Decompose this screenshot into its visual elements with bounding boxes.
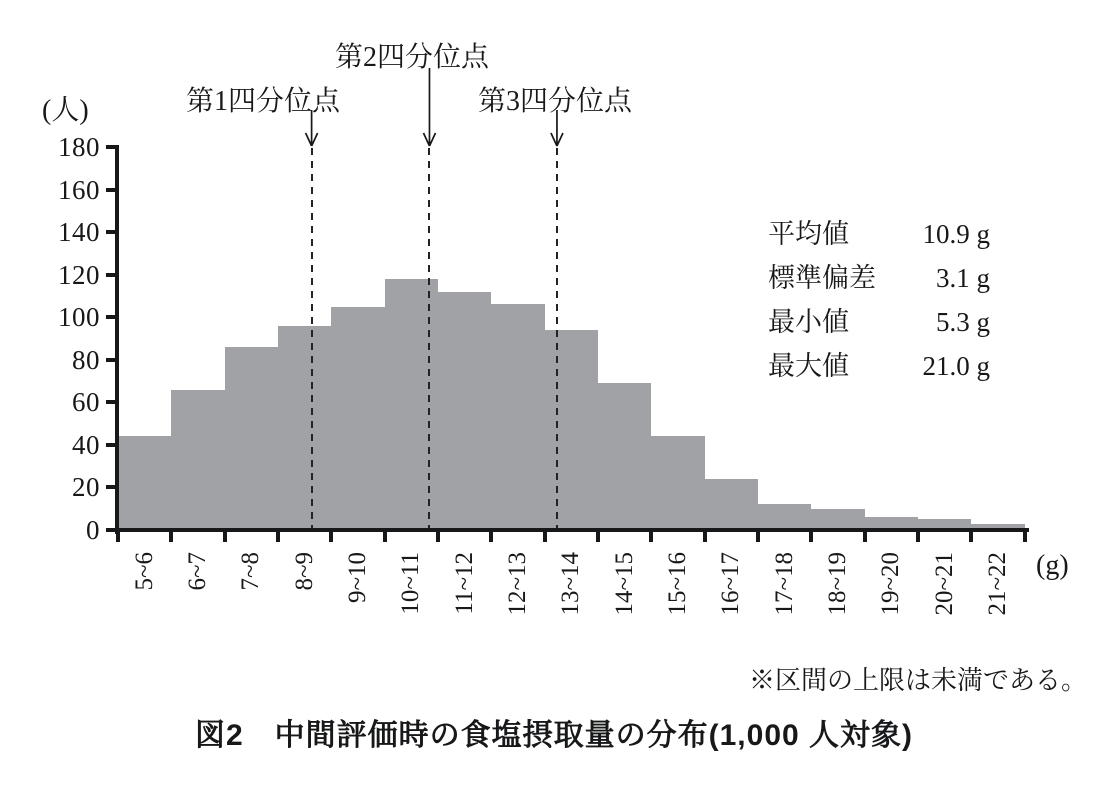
x-axis-unit-label: (g)	[1036, 550, 1069, 581]
y-axis-unit-label: (人)	[42, 95, 89, 126]
y-tick-label-60: 60	[72, 387, 100, 418]
x-category-label-14~15: 14~15	[610, 552, 638, 616]
x-category-label-21~22: 21~22	[984, 552, 1012, 616]
y-tick-label-120: 120	[58, 259, 100, 290]
stat-label-mean: 平均値	[768, 219, 849, 249]
stat-row-min	[768, 306, 990, 350]
x-category-label-8~9: 8~9	[290, 552, 318, 591]
y-tick-label-80: 80	[72, 344, 100, 375]
x-category-label-11~12: 11~12	[450, 552, 478, 615]
annotation-q1-label: 第1四分位点	[185, 86, 340, 117]
stat-row-max	[768, 350, 990, 394]
stat-label-min: 最小値	[768, 307, 849, 337]
x-category-label-18~19: 18~19	[824, 552, 852, 616]
x-category-label-10~11: 10~11	[397, 552, 425, 615]
stat-label-max: 最大値	[768, 351, 849, 381]
y-tick-label-180: 180	[58, 132, 100, 162]
x-category-label-19~20: 19~20	[877, 552, 905, 616]
stat-row-sd	[768, 262, 990, 306]
stat-value-sd: 3.1 g	[936, 263, 990, 293]
y-tick-label-140: 140	[58, 217, 100, 248]
y-tick-label-100: 100	[58, 302, 100, 333]
x-category-label-5~6: 5~6	[130, 552, 158, 591]
quartile-arrow-1	[306, 110, 318, 146]
stat-label-sd: 標準偏差	[768, 263, 876, 293]
footnote: ※区間の上限は未満である。	[748, 666, 1087, 695]
x-category-label-15~16: 15~16	[664, 552, 692, 616]
x-category-label-9~10: 9~10	[344, 552, 371, 604]
x-category-label-6~7: 6~7	[184, 552, 211, 591]
y-tick-label-20: 20	[72, 472, 100, 503]
x-category-label-17~18: 17~18	[770, 552, 798, 616]
quartile-arrow-3	[551, 110, 563, 146]
stat-value-mean: 10.9 g	[922, 219, 990, 249]
stat-value-max: 21.0 g	[922, 351, 990, 381]
y-tick-label-40: 40	[72, 429, 100, 460]
stat-value-min: 5.3 g	[936, 307, 990, 337]
quartile-arrow-2	[423, 68, 435, 146]
x-category-label-13~14: 13~14	[557, 552, 585, 616]
annotation-q3-label: 第3四分位点	[477, 86, 632, 117]
x-category-label-20~21: 20~21	[930, 552, 958, 616]
stat-row-mean	[768, 218, 990, 262]
summary-stats-block	[768, 218, 990, 394]
y-tick-label-0: 0	[86, 515, 100, 545]
x-category-label-7~8: 7~8	[237, 552, 265, 591]
y-tick-label-160: 160	[58, 174, 100, 205]
x-category-label-12~13: 12~13	[504, 552, 531, 616]
annotation-q2-label: 第2四分位点	[334, 42, 489, 73]
figure-caption: 図2 中間評価時の食塩摂取量の分布(1,000 人対象)	[194, 719, 914, 752]
x-category-label-16~17: 16~17	[717, 552, 745, 616]
